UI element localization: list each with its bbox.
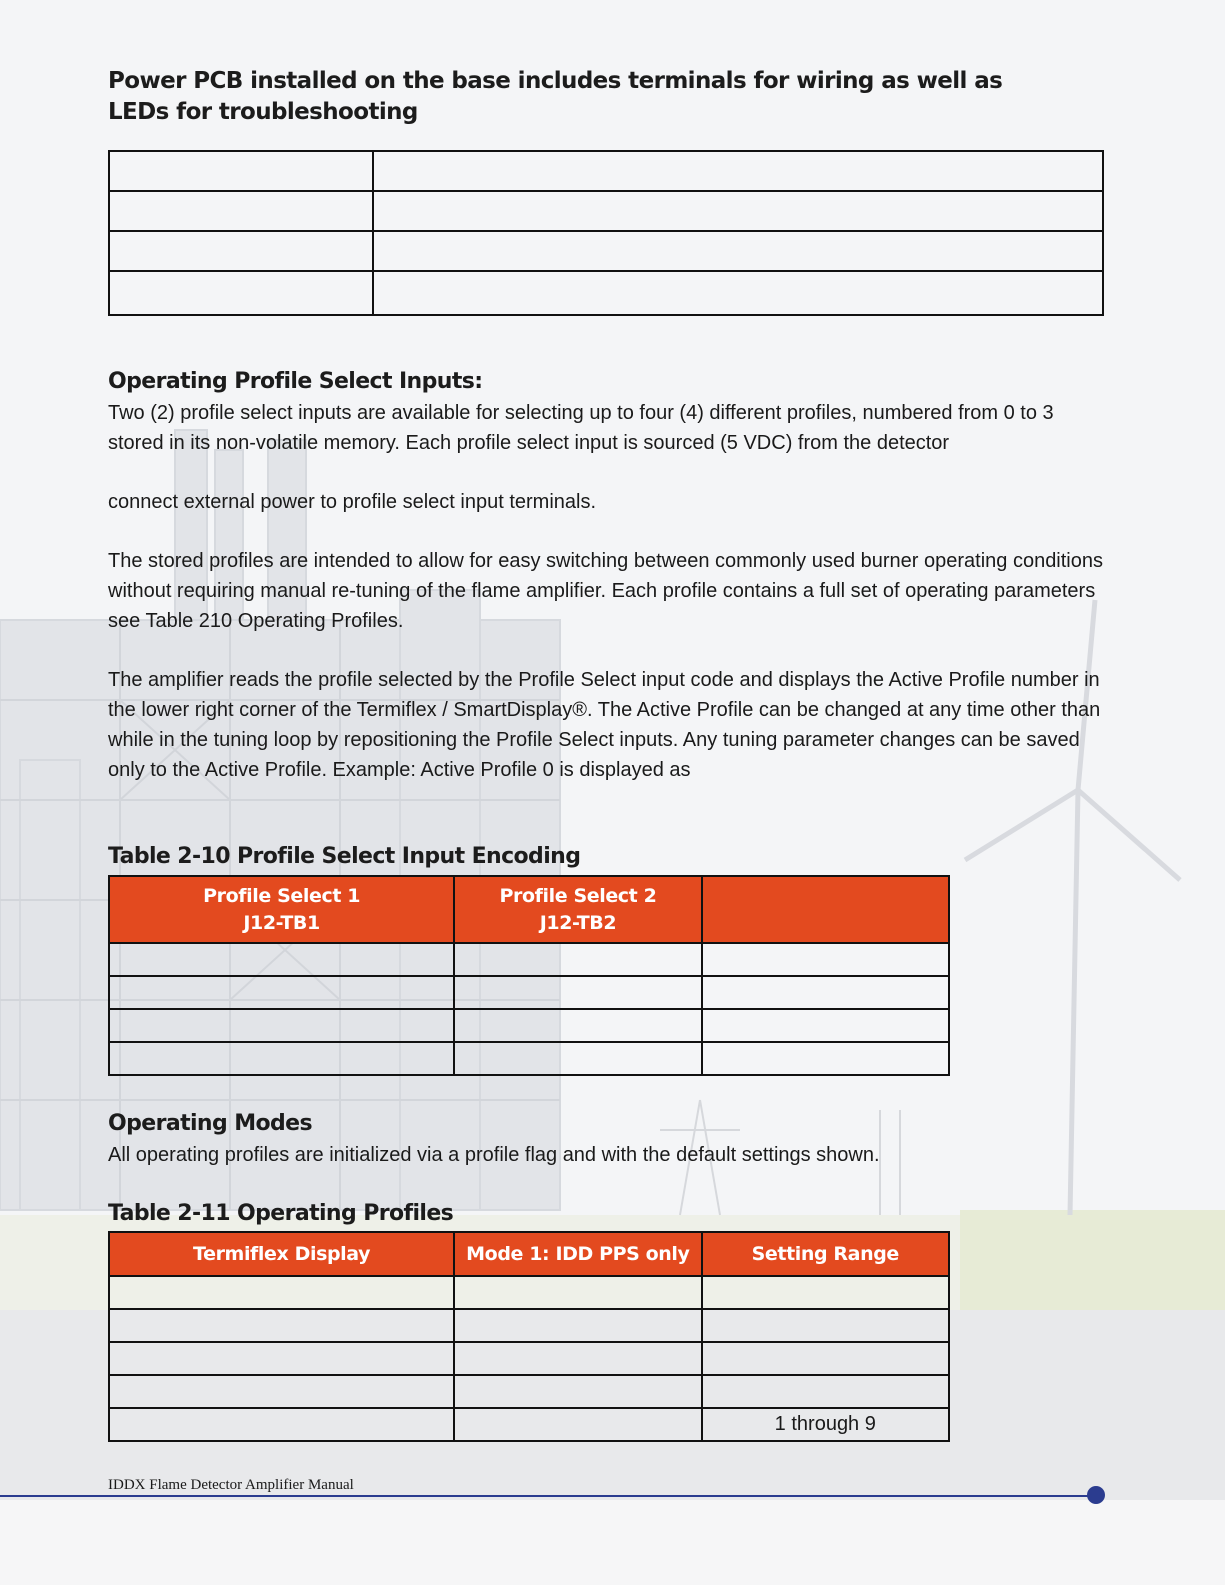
table-header-cell (109, 876, 454, 943)
table-cell (109, 1375, 454, 1408)
table-row (109, 271, 1103, 315)
table-row (109, 1042, 949, 1075)
table-cell (109, 151, 373, 191)
table-2-11-title: Table 2-11 Operating Profiles (108, 1201, 454, 1226)
footer-dot-icon (1087, 1486, 1105, 1504)
table-cell (454, 1342, 701, 1375)
table-cell (702, 943, 949, 976)
table-header-row (109, 1232, 949, 1276)
table-cell (109, 1276, 454, 1309)
table-cell (109, 231, 373, 271)
table-row (109, 1009, 949, 1042)
table-cell (109, 1042, 454, 1075)
power-pcb-table (108, 150, 1104, 316)
table-cell (109, 1309, 454, 1342)
table-cell (109, 1408, 454, 1441)
paragraph: The stored profiles are intended to allow for easy switching between commonly used burner operating conditions without requiring manual re-tuning of the flame amplifier. Each profile contains a full set of operating parameters see Table 210 Operating Profiles. (108, 550, 1103, 632)
table-cell (454, 1009, 701, 1042)
power-pcb-heading: Power PCB installed on the base includes terminals for wiring as well as LEDs for troubleshooting (108, 68, 1003, 125)
table-header-cell: Setting Range (702, 1232, 949, 1276)
table-cell (454, 1408, 701, 1441)
table-cell (702, 1009, 949, 1042)
header-line: J12-TB1 (243, 911, 320, 934)
table-cell (454, 976, 701, 1009)
table-2-10-title: Table 2-10 Profile Select Input Encoding (108, 844, 581, 869)
table-row (109, 943, 949, 976)
table-row (109, 1408, 949, 1441)
table-cell (109, 1342, 454, 1375)
table-cell (702, 1342, 949, 1375)
profile-inputs-paragraph-4 (108, 665, 1108, 785)
header-line: J12-TB2 (539, 911, 617, 934)
table-cell (454, 1309, 701, 1342)
table-cell (702, 976, 949, 1009)
table-cell: 1 through 9 (702, 1408, 949, 1441)
table-cell (702, 1309, 949, 1342)
profile-inputs-paragraph-3 (108, 546, 1108, 636)
paragraph: Two (2) profile select inputs are available for selecting up to four (4) different profiles, numbered from 0 to 3 stored in its non-volatile memory. Each profile select input is sourced (5 VDC) from the detector (108, 402, 1054, 454)
profile-inputs-paragraph-1 (108, 398, 1108, 458)
header-line: Profile Select 2 (499, 884, 657, 907)
profile-inputs-paragraph-2 (108, 487, 1108, 517)
table-header-row (109, 876, 949, 943)
table-row (109, 1342, 949, 1375)
paragraph: connect external power to profile select input terminals. (108, 491, 597, 513)
operating-modes-text: All operating profiles are initialized via a profile flag and with the default settings shown. (108, 1144, 880, 1166)
table-cell (109, 1009, 454, 1042)
profile-select-encoding-table (108, 875, 950, 1076)
footer-divider (0, 1495, 1097, 1497)
table-row (109, 191, 1103, 231)
table-cell (454, 1276, 701, 1309)
table-cell (109, 271, 373, 315)
table-header-cell (702, 876, 949, 943)
table-cell (373, 191, 1103, 231)
table-cell (373, 231, 1103, 271)
table-row (109, 151, 1103, 191)
table-row (109, 1276, 949, 1309)
table-cell (454, 1375, 701, 1408)
table-row (109, 1375, 949, 1408)
table-row (109, 1309, 949, 1342)
profile-inputs-heading: Operating Profile Select Inputs: (108, 369, 483, 394)
table-cell (109, 976, 454, 1009)
table-header-cell: Mode 1: IDD PPS only (454, 1232, 701, 1276)
table-cell (454, 943, 701, 976)
table-cell (373, 151, 1103, 191)
table-row (109, 976, 949, 1009)
table-cell (373, 271, 1103, 315)
operating-modes-heading: Operating Modes (108, 1111, 312, 1136)
table-cell (109, 943, 454, 976)
footer-manual-title: IDDX Flame Detector Amplifier Manual (108, 1477, 354, 1493)
paragraph: The amplifier reads the profile selected by the Profile Select input code and displays the Active Profile number in the lower right corner of the Termiflex / SmartDisplay®. The Active Profile can be changed at any time other than while in the tuning loop by repositioning the Profile Select inputs. Any tuning parameter changes can be saved only to the Active Profile. Example: Active Profile 0 is displayed as (108, 669, 1101, 781)
table-row (109, 231, 1103, 271)
operating-profiles-table (108, 1231, 950, 1442)
table-cell (702, 1375, 949, 1408)
table-header-cell: Termiflex Display (109, 1232, 454, 1276)
table-cell (454, 1042, 701, 1075)
table-header-cell (454, 876, 701, 943)
header-line: Profile Select 1 (203, 884, 361, 907)
table-cell (702, 1276, 949, 1309)
table-cell (109, 191, 373, 231)
table-cell (702, 1042, 949, 1075)
